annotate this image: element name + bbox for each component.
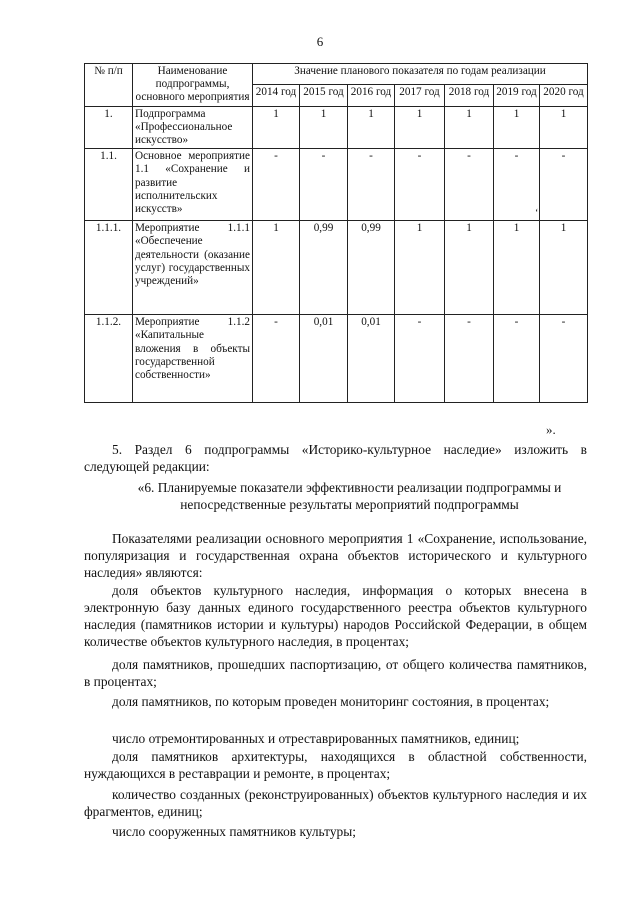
row-value: 1	[445, 221, 494, 315]
row-value: -	[445, 315, 494, 403]
row-value: 1	[494, 221, 540, 315]
table-row	[85, 315, 588, 403]
section5-intro: 5. Раздел 6 подпрограммы «Историко-культурное наследие» изложить в следующей редакции:	[84, 442, 587, 474]
body-paragraph: число сооруженных памятников культуры;	[112, 824, 356, 839]
table-row	[85, 106, 588, 149]
row-value: 1	[253, 221, 300, 315]
body-paragraph: доля памятников, прошедших паспортизацию, от общего количества памятников, в процентах;	[84, 657, 587, 689]
section6-title: «6. Планируемые показатели эффективности реализации подпрограммы и непосредственные результаты мероприятий подпрограммы	[137, 480, 562, 512]
table-row	[85, 149, 588, 221]
row-value: 1	[540, 221, 588, 315]
row-value: 0,01	[300, 315, 348, 403]
table-closing-mark: ».	[546, 422, 556, 437]
row-value: -	[253, 315, 300, 403]
header-year: 2016 год	[348, 85, 395, 106]
header-year: 2020 год	[540, 85, 588, 106]
row-name: Мероприятие 1.1.2 «Капитальные вложения в объекты государственной собственности»	[133, 315, 253, 403]
header-name: Наименование подпрограммы, основного мероприятия	[133, 64, 253, 107]
row-num: 1.1.2.	[85, 315, 133, 403]
page-number: 6	[316, 34, 324, 49]
indicators-table	[84, 63, 588, 403]
header-year: 2014 год	[253, 85, 300, 106]
row-num: 1.1.	[85, 149, 133, 221]
header-year: 2019 год	[494, 85, 540, 106]
row-name: Подпрограмма «Профессиональное искусство»	[133, 106, 253, 149]
body-paragraph: количество созданных (реконструированных) объектов культурного наследия и их фрагментов, единиц;	[84, 787, 587, 819]
body-paragraph: доля объектов культурного наследия, информация о которых внесена в электронную базу данных единого государственного реестра объектов культурного наследия (памятников истории и культуры) народов Российской Федерации, в общем количестве объектов культурного наследия, в процентах;	[84, 583, 587, 649]
row-value: -	[494, 149, 540, 221]
row-value: 1	[348, 106, 395, 149]
table-row	[85, 221, 588, 315]
row-value: -	[348, 149, 395, 221]
row-value: -	[300, 149, 348, 221]
body-paragraph: число отремонтированных и отреставрированных памятников, единиц;	[112, 731, 520, 746]
row-value: -	[395, 315, 445, 403]
header-year: 2015 год	[300, 85, 348, 106]
row-num: 1.1.1.	[85, 221, 133, 315]
header-values-group: Значение планового показателя по годам реализации	[253, 64, 588, 85]
tick-mark: ‘	[535, 208, 539, 219]
table-header-row	[85, 64, 588, 85]
body-paragraph: Показателями реализации основного мероприятия 1 «Сохранение, использование, популяризация и государственная охрана объектов исторического и культурного наследия» являются:	[84, 531, 587, 580]
row-value: 0,99	[348, 221, 395, 315]
row-value: -	[253, 149, 300, 221]
row-value: 0,99	[300, 221, 348, 315]
row-value: 1	[445, 106, 494, 149]
header-year: 2017 год	[395, 85, 445, 106]
row-value: 1	[540, 106, 588, 149]
body-paragraph: доля памятников, по которым проведен мониторинг состояния, в процентах;	[112, 694, 550, 709]
row-value: 1	[395, 106, 445, 149]
row-value: -	[395, 149, 445, 221]
row-value: 1	[253, 106, 300, 149]
header-num: № п/п	[85, 64, 133, 107]
row-value: 1	[300, 106, 348, 149]
header-year: 2018 год	[445, 85, 494, 106]
row-value: -	[540, 315, 588, 403]
body-paragraph: доля памятников архитектуры, находящихся в областной собственности, нуждающихся в реставрации и ремонте, в процентах;	[84, 749, 587, 781]
row-num: 1.	[85, 106, 133, 149]
row-name: Основное мероприятие 1.1 «Сохранение и развитие исполнительских искусств»	[133, 149, 253, 221]
row-value: 1	[395, 221, 445, 315]
row-value: -	[494, 315, 540, 403]
row-value: 1	[494, 106, 540, 149]
row-value: -	[540, 149, 588, 221]
row-name: Мероприятие 1.1.1 «Обеспечение деятельности (оказание услуг) государственных учреждений»	[133, 221, 253, 315]
row-value: -	[445, 149, 494, 221]
row-value: 0,01	[348, 315, 395, 403]
